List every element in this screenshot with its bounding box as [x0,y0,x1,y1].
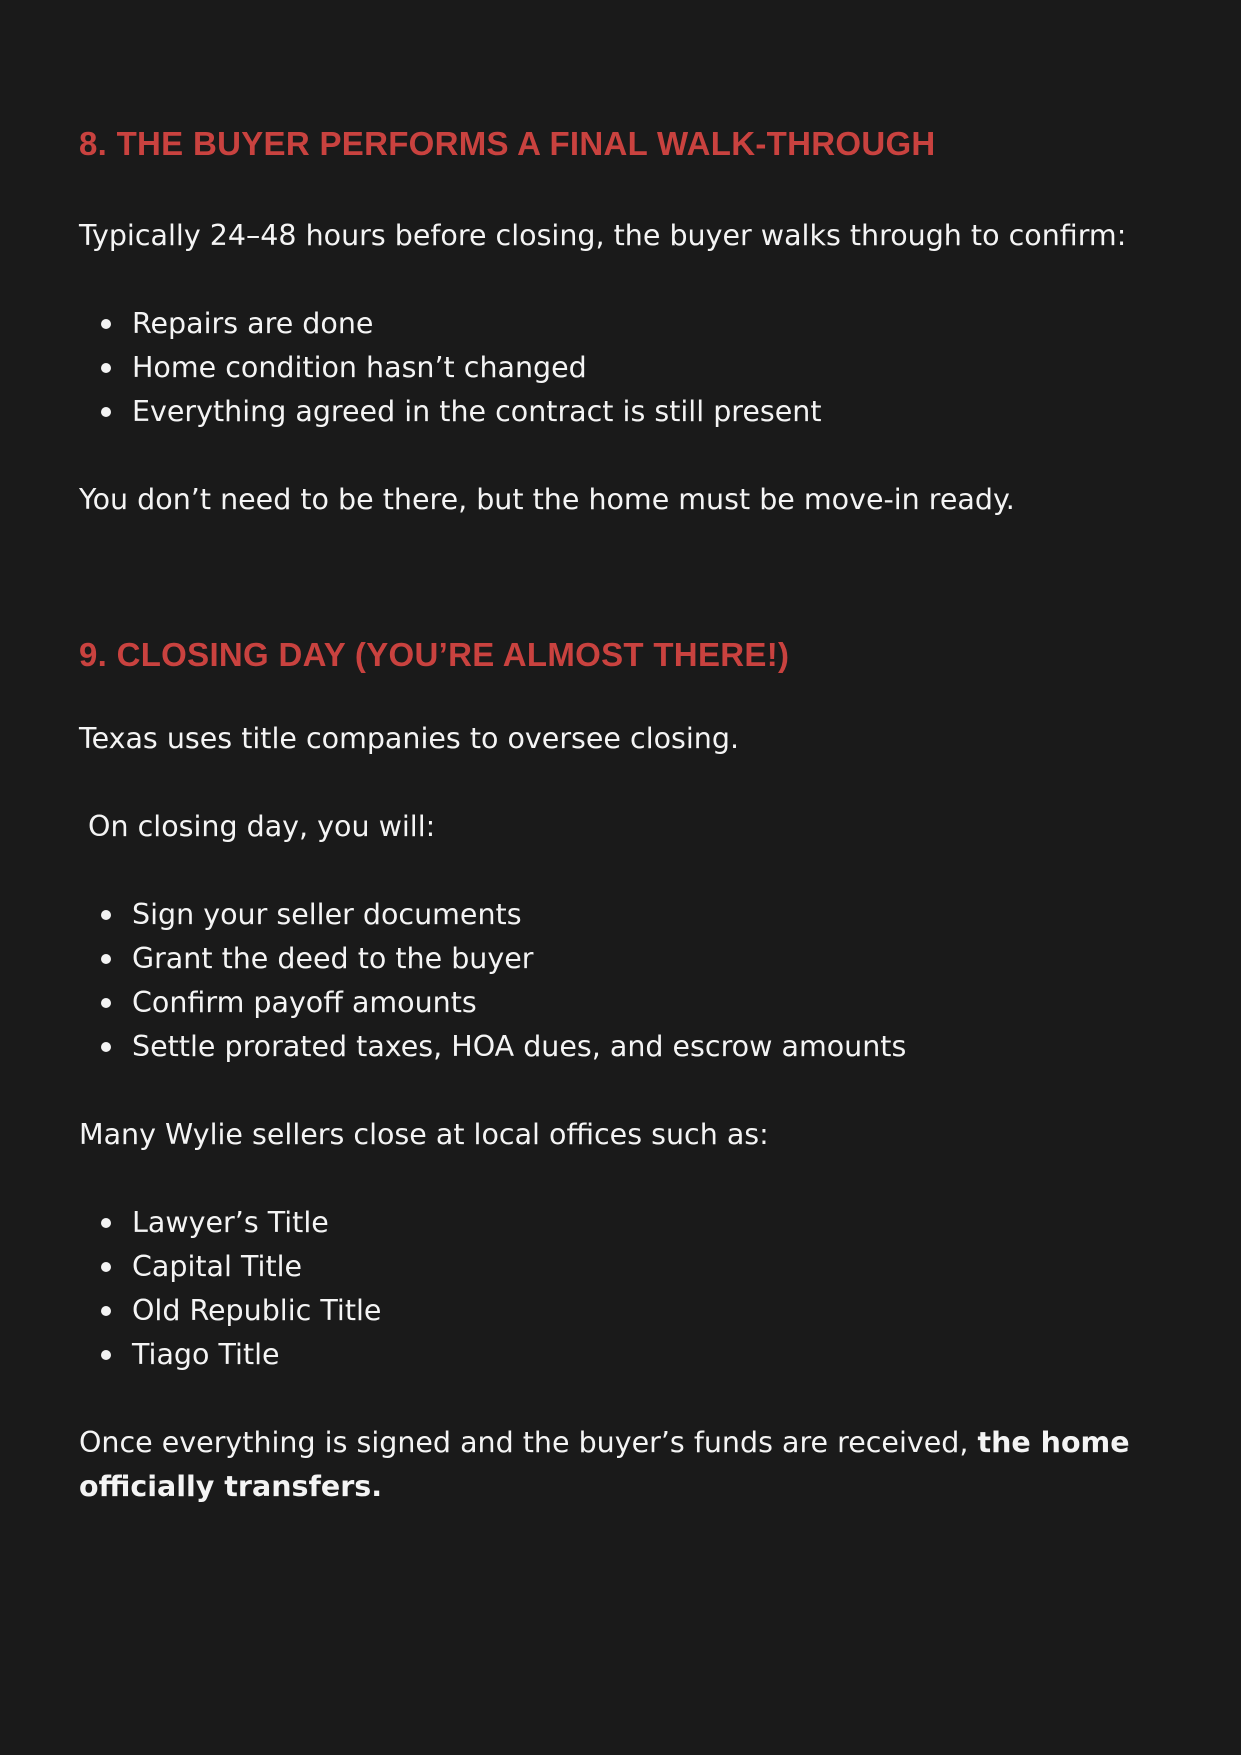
section-8-heading: 8. THE BUYER PERFORMS A FINAL WALK-THROUGH [79,125,936,162]
list-item [132,346,1162,390]
list-item-text: Old Republic Title [132,1294,382,1327]
list-item [132,1333,1162,1377]
bullet-icon [101,998,111,1008]
list-item-text: Everything agreed in the contract is still present [132,395,822,428]
list-item-text: Home condition hasn’t changed [132,351,587,384]
closing-summary-emphasis: the home officially transfers. [79,1426,1130,1503]
bullet-icon [101,1306,111,1316]
list-item [132,1201,1162,1245]
list-item-text: Capital Title [132,1250,303,1283]
list-item-text: Grant the deed to the buyer [132,942,534,975]
list-item [132,893,1162,937]
bullet-icon [101,363,111,373]
list-item [132,1245,1162,1289]
title-offices-list [79,1201,1162,1377]
bullet-icon [101,407,111,417]
list-item [132,981,1162,1025]
closing-day-tasks [79,893,1162,1069]
closing-day-lead [79,805,1162,849]
list-item-text: Confirm payoff amounts [132,986,477,1019]
list-item [132,937,1162,981]
bullet-icon [101,1218,111,1228]
list-item [132,390,1162,434]
closing-day-lead-text: On closing day, you will: [79,810,436,843]
list-item-text: Settle prorated taxes, HOA dues, and escrow amounts [132,1030,907,1063]
closing-summary-text: Once everything is signed and the buyer’s funds are received, [79,1426,978,1459]
bullet-icon [101,910,111,920]
bullet-icon [101,1350,111,1360]
bullet-icon [101,954,111,964]
list-item [132,302,1162,346]
list-item-text: Lawyer’s Title [132,1206,329,1239]
list-item-text: Sign your seller documents [132,898,522,931]
section-8-outro: You don’t need to be there, but the home must be move-in ready. [79,483,1015,516]
bullet-icon [101,1262,111,1272]
list-item [132,1289,1162,1333]
list-item-text: Repairs are done [132,307,374,340]
section-9-heading: 9. CLOSING DAY (YOU’RE ALMOST THERE!) [79,636,790,673]
bullet-icon [101,319,111,329]
list-item [132,1025,1162,1069]
walkthrough-checklist [79,302,1162,434]
list-item-text: Tiago Title [132,1338,280,1371]
offices-intro: Many Wylie sellers close at local offices such as: [79,1118,769,1151]
section-8-intro: Typically 24–48 hours before closing, the buyer walks through to confirm: [79,219,1127,252]
bullet-icon [101,1042,111,1052]
section-9-intro: Texas uses title companies to oversee closing. [79,722,740,755]
closing-summary [79,1421,1162,1509]
